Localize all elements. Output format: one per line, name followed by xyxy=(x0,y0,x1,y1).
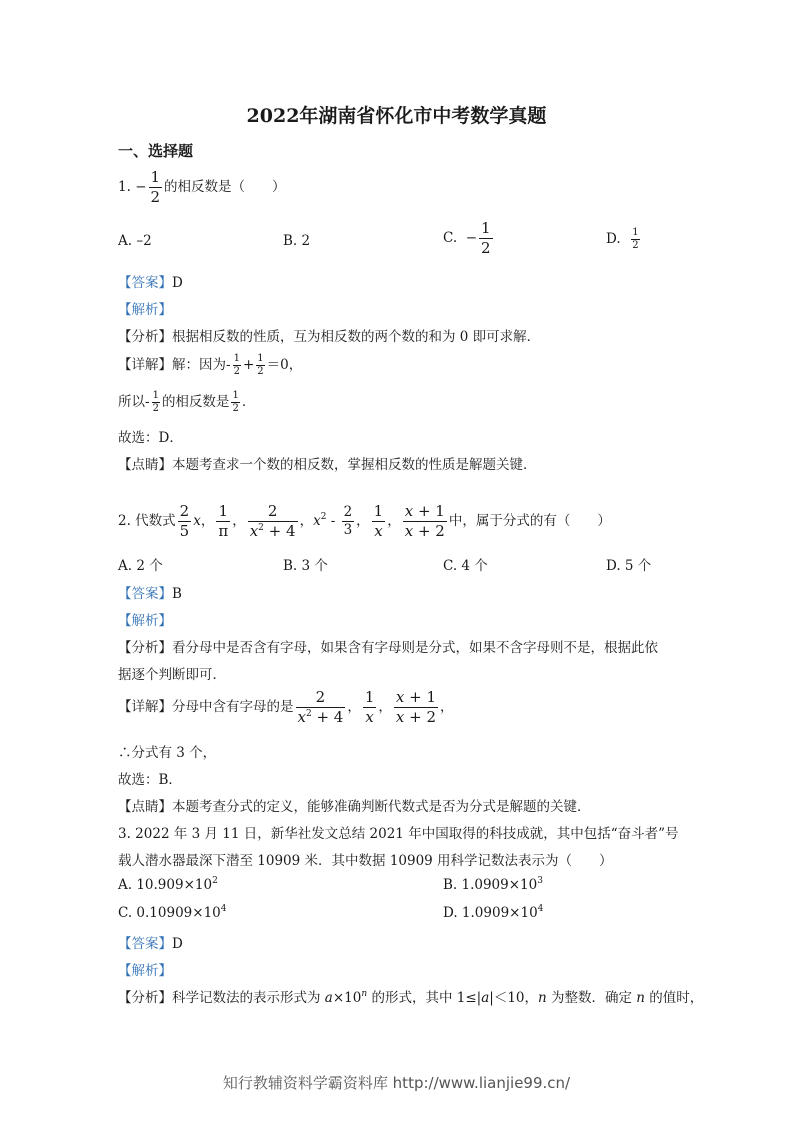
fraction: $\frac{x + 1}{x + 2}$ xyxy=(404,502,445,540)
fraction: $\frac{x + 1}{x + 2}$ xyxy=(395,688,437,726)
fraction: $\frac{1}{2}$ xyxy=(481,219,491,257)
footer-watermark: 知行教辅资料学霸资料库 http://www.lianjie99.cn/ xyxy=(222,1074,571,1092)
fenxi-line: 【分析】看分母中是否含有字母，如果含有字母则是分式，如果不含字母则不是，根据此依 xyxy=(118,640,658,656)
fraction: $\frac{1}{2}$ xyxy=(152,390,159,414)
fraction: $\frac{2}{5}$ xyxy=(179,502,190,540)
fraction: $\frac{1}{2}$ xyxy=(257,353,264,377)
option-b: B. 3 个 xyxy=(283,558,328,574)
analysis-label: 【解析】 xyxy=(118,613,172,629)
option-b: B. 2 xyxy=(283,233,311,249)
section-heading: 一、选择题 xyxy=(118,142,194,160)
fenxi-line: 【分析】科学记数法的表示形式为 $a\times 10^n$ 的形式，其中 1≤|a|＜10，n 为整数．确定 n 的值时， xyxy=(118,989,704,1006)
question-3-line-2: 载人潜水器最深下潜至 10909 米．其中数据 10909 用科学记数法表示为（ ） xyxy=(118,853,613,869)
fraction: $\frac{1}{2}$ xyxy=(232,390,239,414)
option-a: A. $10.909\times 10^2$ xyxy=(118,876,218,893)
analysis-label: 【解析】 xyxy=(118,963,172,979)
fenxi-line-2: 据逐个判断即可． xyxy=(118,667,226,683)
fraction: $\frac{2}{x^2 + 4}$ xyxy=(297,688,344,726)
answer-line: 【答案】D xyxy=(118,275,183,291)
dianjing-line: 【点睛】本题考查求一个数的相反数，掌握相反数的性质是解题关键． xyxy=(118,457,537,473)
answer-line: 【答案】B xyxy=(118,586,182,602)
question-number: 1. xyxy=(118,179,131,195)
option-c: C. 4 个 xyxy=(443,558,488,574)
option-a: A. 2 个 xyxy=(118,558,163,574)
option-c: C. − $\frac{1}{2}$ xyxy=(443,219,491,257)
choose-line: 故选：D． xyxy=(118,430,183,446)
choose-line: 故选：B． xyxy=(118,772,182,788)
question-3-line-1: 3. 2022 年 3 月 11 日，新华社发文总结 2021 年中国取得的科技成就，其中包括“奋斗者”号 xyxy=(118,826,679,842)
option-d: D. $\frac{1}{2}$ xyxy=(606,227,639,251)
option-c: C. $0.10909\times 10^4$ xyxy=(118,904,227,921)
so-line: 所以- $\frac{1}{2}$ 的相反数是 $\frac{1}{2}$ ． xyxy=(118,390,256,414)
fraction: $\frac{1}{2}$ xyxy=(632,227,639,251)
option-d: D. $1.0909\times 10^4$ xyxy=(443,904,544,921)
question-1-stem xyxy=(118,170,286,205)
fraction: $\frac{2}{x^2 + 4}$ xyxy=(249,502,296,540)
analysis-label: 【解析】 xyxy=(118,302,172,318)
page-title: 2022年湖南省怀化市中考数学真题 xyxy=(246,105,547,127)
fraction: $\frac{1}{2}$ xyxy=(233,353,240,377)
question-2-stem: 2. 代数式 $\frac{2}{5}$ x， $\frac{1}{\pi}$ ， $\frac{2}{x^2 + 4}$ ，$x^2$ - $\frac{2}{3}$ ， $\frac{1}{x}$ ， $\frac{x + 1}{x + 2}$ 中，属于分式的有（ ） xyxy=(118,502,611,540)
option-a: A. –2 xyxy=(118,233,152,249)
fraction: $\frac{1}{x}$ xyxy=(373,502,384,540)
fraction: $\frac{1}{x}$ xyxy=(364,688,375,726)
fraction: $\frac{1}{2}$ xyxy=(150,168,161,206)
fraction: $\frac{2}{3}$ xyxy=(343,503,353,538)
detail-line: 【详解】分母中含有字母的是 $\frac{2}{x^2 + 4}$ ， $\frac{1}{x}$ ， $\frac{x + 1}{x + 2}$ ， xyxy=(118,688,454,726)
option-d: D. 5 个 xyxy=(606,558,652,574)
answer-line: 【答案】D xyxy=(118,936,183,952)
fraction: $\frac{1}{\pi}$ xyxy=(218,502,229,540)
stem-text: 的相反数是（ ） xyxy=(164,179,286,195)
therefore-line: ∴分式有 3 个， xyxy=(118,745,217,761)
option-b: B. $1.0909\times 10^3$ xyxy=(443,876,543,893)
minus-sign: − xyxy=(135,179,147,195)
detail-line: 【详解】解：因为- $\frac{1}{2}$ + $\frac{1}{2}$ ＝0， xyxy=(118,353,303,377)
fenxi-line: 【分析】根据相反数的性质，互为相反数的两个数的和为 0 即可求解． xyxy=(118,329,541,345)
dianjing-line: 【点睛】本题考查分式的定义，能够准确判断代数式是否为分式是解题的关键． xyxy=(118,799,591,815)
